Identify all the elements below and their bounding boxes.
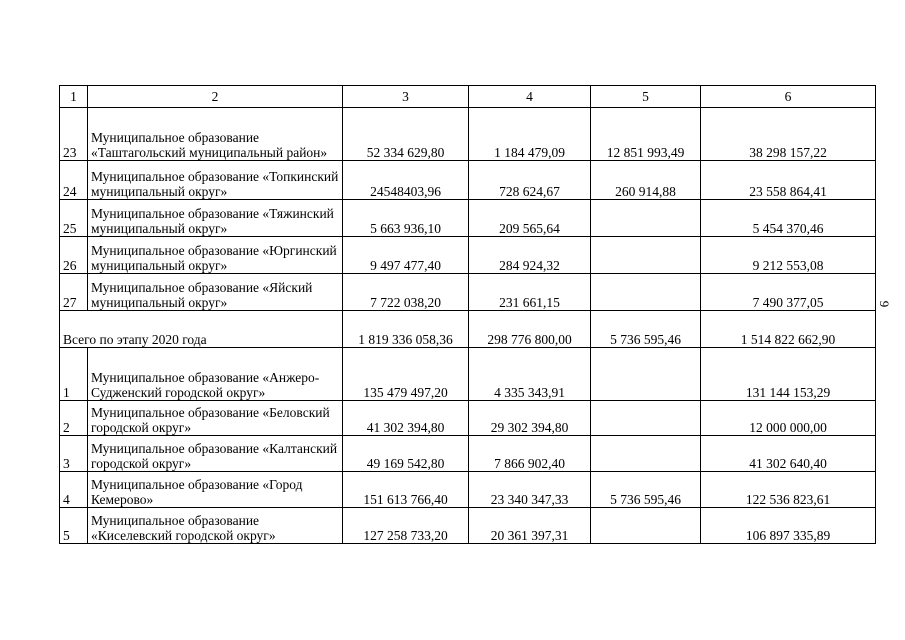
- row-number: 26: [60, 237, 88, 274]
- value-col4: 728 624,67: [469, 161, 591, 200]
- value-col6: 7 490 377,05: [701, 274, 876, 311]
- value-col6: 122 536 823,61: [701, 472, 876, 508]
- value-col3: 135 479 497,20: [343, 348, 469, 401]
- entity-name: Муниципальное образование «Юргинский муниципальный округ»: [88, 237, 343, 274]
- value-col3: 151 613 766,40: [343, 472, 469, 508]
- header-cell: 4: [469, 86, 591, 108]
- entity-name: Муниципальное образование «Беловский городской округ»: [88, 401, 343, 436]
- value-col4: 209 565,64: [469, 200, 591, 237]
- table-row: [60, 274, 876, 311]
- page-number: 9: [877, 300, 892, 308]
- entity-name: Муниципальное образование «Город Кемерово»: [88, 472, 343, 508]
- row-number: 24: [60, 161, 88, 200]
- header-cell: 5: [591, 86, 701, 108]
- total-col4: 298 776 800,00: [469, 311, 591, 348]
- row-number: 2: [60, 401, 88, 436]
- value-col5: [591, 401, 701, 436]
- row-number: 5: [60, 508, 88, 544]
- total-col5: 5 736 595,46: [591, 311, 701, 348]
- table-row: [60, 161, 876, 200]
- row-number: 25: [60, 200, 88, 237]
- value-col5: [591, 200, 701, 237]
- value-col6: 12 000 000,00: [701, 401, 876, 436]
- total-row: [60, 311, 876, 348]
- table-row: [60, 200, 876, 237]
- entity-name: Муниципальное образование «Анжеро-Судженский городской округ»: [88, 348, 343, 401]
- table-row: [60, 348, 876, 401]
- entity-name: Муниципальное образование «Киселевский городской округ»: [88, 508, 343, 544]
- value-col3: 9 497 477,40: [343, 237, 469, 274]
- table-header-row: [60, 86, 876, 108]
- entity-name: Муниципальное образование «Тяжинский муниципальный округ»: [88, 200, 343, 237]
- value-col6: 131 144 153,29: [701, 348, 876, 401]
- entity-name: Муниципальное образование «Топкинский муниципальный округ»: [88, 161, 343, 200]
- header-cell: 1: [60, 86, 88, 108]
- header-cell: 2: [88, 86, 343, 108]
- row-number: 23: [60, 108, 88, 161]
- value-col5: 12 851 993,49: [591, 108, 701, 161]
- entity-name: Муниципальное образование «Калтанский городской округ»: [88, 436, 343, 472]
- value-col3: 24548403,96: [343, 161, 469, 200]
- data-table: [59, 85, 876, 544]
- value-col3: 127 258 733,20: [343, 508, 469, 544]
- header-cell: 6: [701, 86, 876, 108]
- value-col6: 5 454 370,46: [701, 200, 876, 237]
- row-number: 1: [60, 348, 88, 401]
- table-row: [60, 436, 876, 472]
- value-col3: 7 722 038,20: [343, 274, 469, 311]
- value-col5: 260 914,88: [591, 161, 701, 200]
- value-col6: 9 212 553,08: [701, 237, 876, 274]
- table-row: [60, 237, 876, 274]
- table-row: [60, 508, 876, 544]
- value-col5: [591, 436, 701, 472]
- row-number: 3: [60, 436, 88, 472]
- value-col3: 41 302 394,80: [343, 401, 469, 436]
- value-col5: [591, 508, 701, 544]
- total-col6: 1 514 822 662,90: [701, 311, 876, 348]
- value-col4: 1 184 479,09: [469, 108, 591, 161]
- value-col6: 23 558 864,41: [701, 161, 876, 200]
- value-col4: 284 924,32: [469, 237, 591, 274]
- value-col6: 41 302 640,40: [701, 436, 876, 472]
- header-cell: 3: [343, 86, 469, 108]
- value-col3: 49 169 542,80: [343, 436, 469, 472]
- table-row: [60, 401, 876, 436]
- total-label: Всего по этапу 2020 года: [60, 311, 343, 348]
- entity-name: Муниципальное образование «Таштагольский муниципальный район»: [88, 108, 343, 161]
- total-col3: 1 819 336 058,36: [343, 311, 469, 348]
- table-row: [60, 108, 876, 161]
- row-number: 27: [60, 274, 88, 311]
- value-col4: 29 302 394,80: [469, 401, 591, 436]
- value-col5: 5 736 595,46: [591, 472, 701, 508]
- value-col4: 231 661,15: [469, 274, 591, 311]
- value-col5: [591, 348, 701, 401]
- value-col6: 38 298 157,22: [701, 108, 876, 161]
- value-col3: 5 663 936,10: [343, 200, 469, 237]
- entity-name: Муниципальное образование «Яйский муниципальный округ»: [88, 274, 343, 311]
- value-col3: 52 334 629,80: [343, 108, 469, 161]
- row-number: 4: [60, 472, 88, 508]
- value-col4: 20 361 397,31: [469, 508, 591, 544]
- value-col4: 4 335 343,91: [469, 348, 591, 401]
- value-col5: [591, 274, 701, 311]
- table-row: [60, 472, 876, 508]
- value-col4: 23 340 347,33: [469, 472, 591, 508]
- value-col6: 106 897 335,89: [701, 508, 876, 544]
- value-col5: [591, 237, 701, 274]
- value-col4: 7 866 902,40: [469, 436, 591, 472]
